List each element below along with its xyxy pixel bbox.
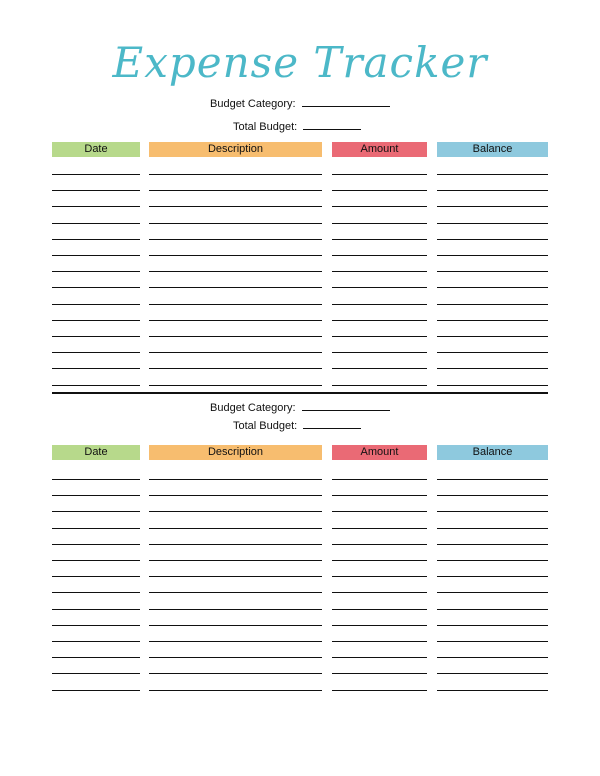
entry-line-date[interactable] <box>52 223 140 224</box>
page-title: Expense Tracker <box>112 38 488 87</box>
entry-line-amount[interactable] <box>332 174 427 175</box>
entry-line-balance[interactable] <box>437 239 548 240</box>
entry-line-balance[interactable] <box>437 576 548 577</box>
entry-line-balance[interactable] <box>437 385 548 386</box>
entry-line-description[interactable] <box>149 304 322 305</box>
entry-line-amount[interactable] <box>332 479 427 480</box>
entry-line-date[interactable] <box>52 304 140 305</box>
entry-line-date[interactable] <box>52 511 140 512</box>
total-budget-label: Total Budget: <box>233 420 298 432</box>
entry-line-description[interactable] <box>149 174 322 175</box>
total-budget-line <box>303 128 361 130</box>
entry-line-description[interactable] <box>149 239 322 240</box>
entry-line-amount[interactable] <box>332 385 427 386</box>
entry-line-amount[interactable] <box>332 528 427 529</box>
entry-line-description[interactable] <box>149 560 322 561</box>
entry-line-balance[interactable] <box>437 560 548 561</box>
entry-line-date[interactable] <box>52 287 140 288</box>
column-header-date: Date <box>52 445 140 460</box>
entry-line-date[interactable] <box>52 544 140 545</box>
entry-line-balance[interactable] <box>437 641 548 642</box>
entry-line-balance[interactable] <box>437 592 548 593</box>
entry-line-amount[interactable] <box>332 336 427 337</box>
entry-line-balance[interactable] <box>437 352 548 353</box>
budget-category-label: Budget Category: <box>210 402 296 414</box>
total-budget-label: Total Budget: <box>233 121 298 133</box>
total-budget-line <box>303 427 361 429</box>
entry-line-date[interactable] <box>52 576 140 577</box>
entry-line-amount[interactable] <box>332 239 427 240</box>
entry-line-date[interactable] <box>52 385 140 386</box>
column-header-amount: Amount <box>332 445 427 460</box>
entry-line-date[interactable] <box>52 368 140 369</box>
entry-line-date[interactable] <box>52 673 140 674</box>
entry-line-balance[interactable] <box>437 223 548 224</box>
entry-line-description[interactable] <box>149 641 322 642</box>
entry-line-description[interactable] <box>149 495 322 496</box>
budget-category-line <box>302 105 390 107</box>
entry-line-balance[interactable] <box>437 206 548 207</box>
budget-category-line <box>302 409 390 411</box>
entry-line-amount[interactable] <box>332 190 427 191</box>
entry-line-amount[interactable] <box>332 255 427 256</box>
entry-line-balance[interactable] <box>437 528 548 529</box>
entry-line-balance[interactable] <box>437 255 548 256</box>
entry-line-amount[interactable] <box>332 287 427 288</box>
entry-line-amount[interactable] <box>332 223 427 224</box>
entry-line-date[interactable] <box>52 641 140 642</box>
entry-line-balance[interactable] <box>437 271 548 272</box>
entry-line-description[interactable] <box>149 255 322 256</box>
entry-line-description[interactable] <box>149 576 322 577</box>
entry-line-description[interactable] <box>149 673 322 674</box>
entry-line-description[interactable] <box>149 479 322 480</box>
entry-line-amount[interactable] <box>332 609 427 610</box>
entry-line-amount[interactable] <box>332 690 427 691</box>
entry-line-balance[interactable] <box>437 368 548 369</box>
entry-line-date[interactable] <box>52 271 140 272</box>
entry-line-date[interactable] <box>52 320 140 321</box>
entry-line-amount[interactable] <box>332 495 427 496</box>
entry-line-description[interactable] <box>149 271 322 272</box>
entry-line-date[interactable] <box>52 190 140 191</box>
entry-line-amount[interactable] <box>332 592 427 593</box>
entry-line-balance[interactable] <box>437 511 548 512</box>
entry-line-date[interactable] <box>52 528 140 529</box>
entry-line-date[interactable] <box>52 255 140 256</box>
entry-line-amount[interactable] <box>332 576 427 577</box>
entry-line-amount[interactable] <box>332 511 427 512</box>
column-header-description: Description <box>149 142 322 157</box>
entry-line-description[interactable] <box>149 690 322 691</box>
entry-line-amount[interactable] <box>332 544 427 545</box>
entry-line-date[interactable] <box>52 336 140 337</box>
entry-line-date[interactable] <box>52 625 140 626</box>
entry-line-amount[interactable] <box>332 625 427 626</box>
entry-line-description[interactable] <box>149 320 322 321</box>
entry-line-amount[interactable] <box>332 560 427 561</box>
entry-line-balance[interactable] <box>437 657 548 658</box>
entry-line-date[interactable] <box>52 174 140 175</box>
column-header-amount: Amount <box>332 142 427 157</box>
entry-line-description[interactable] <box>149 352 322 353</box>
section-divider <box>52 392 548 394</box>
entry-line-date[interactable] <box>52 495 140 496</box>
entry-line-balance[interactable] <box>437 625 548 626</box>
entry-line-description[interactable] <box>149 223 322 224</box>
entry-line-amount[interactable] <box>332 368 427 369</box>
entry-line-description[interactable] <box>149 368 322 369</box>
entry-line-date[interactable] <box>52 239 140 240</box>
entry-line-date[interactable] <box>52 352 140 353</box>
entry-line-description[interactable] <box>149 511 322 512</box>
entry-line-balance[interactable] <box>437 673 548 674</box>
column-header-balance: Balance <box>437 142 548 157</box>
entry-line-balance[interactable] <box>437 174 548 175</box>
entry-line-date[interactable] <box>52 479 140 480</box>
entry-line-date[interactable] <box>52 690 140 691</box>
entry-line-balance[interactable] <box>437 479 548 480</box>
entry-line-amount[interactable] <box>332 641 427 642</box>
entry-line-date[interactable] <box>52 206 140 207</box>
budget-category-label: Budget Category: <box>210 98 296 110</box>
entry-line-description[interactable] <box>149 609 322 610</box>
entry-line-description[interactable] <box>149 206 322 207</box>
entry-line-date[interactable] <box>52 609 140 610</box>
entry-line-amount[interactable] <box>332 657 427 658</box>
entry-line-description[interactable] <box>149 592 322 593</box>
entry-line-balance[interactable] <box>437 304 548 305</box>
entry-line-amount[interactable] <box>332 271 427 272</box>
entry-line-balance[interactable] <box>437 495 548 496</box>
entry-line-balance[interactable] <box>437 287 548 288</box>
entry-line-description[interactable] <box>149 385 322 386</box>
entry-line-amount[interactable] <box>332 352 427 353</box>
entry-line-date[interactable] <box>52 560 140 561</box>
entry-line-amount[interactable] <box>332 320 427 321</box>
entry-line-description[interactable] <box>149 657 322 658</box>
entry-line-date[interactable] <box>52 592 140 593</box>
entry-line-amount[interactable] <box>332 206 427 207</box>
entry-line-balance[interactable] <box>437 190 548 191</box>
entry-line-description[interactable] <box>149 544 322 545</box>
entry-line-description[interactable] <box>149 336 322 337</box>
entry-line-amount[interactable] <box>332 304 427 305</box>
total-budget-field[interactable] <box>233 121 361 133</box>
entry-line-amount[interactable] <box>332 673 427 674</box>
entry-line-balance[interactable] <box>437 320 548 321</box>
total-budget-field[interactable] <box>233 420 361 432</box>
entry-line-balance[interactable] <box>437 609 548 610</box>
budget-category-field[interactable] <box>210 98 390 110</box>
entry-line-date[interactable] <box>52 657 140 658</box>
budget-category-field[interactable] <box>210 402 390 414</box>
entry-line-description[interactable] <box>149 625 322 626</box>
column-header-date: Date <box>52 142 140 157</box>
column-header-description: Description <box>149 445 322 460</box>
entry-line-description[interactable] <box>149 190 322 191</box>
entry-line-balance[interactable] <box>437 690 548 691</box>
column-header-balance: Balance <box>437 445 548 460</box>
entry-line-balance[interactable] <box>437 336 548 337</box>
entry-line-balance[interactable] <box>437 544 548 545</box>
entry-line-description[interactable] <box>149 528 322 529</box>
entry-line-description[interactable] <box>149 287 322 288</box>
